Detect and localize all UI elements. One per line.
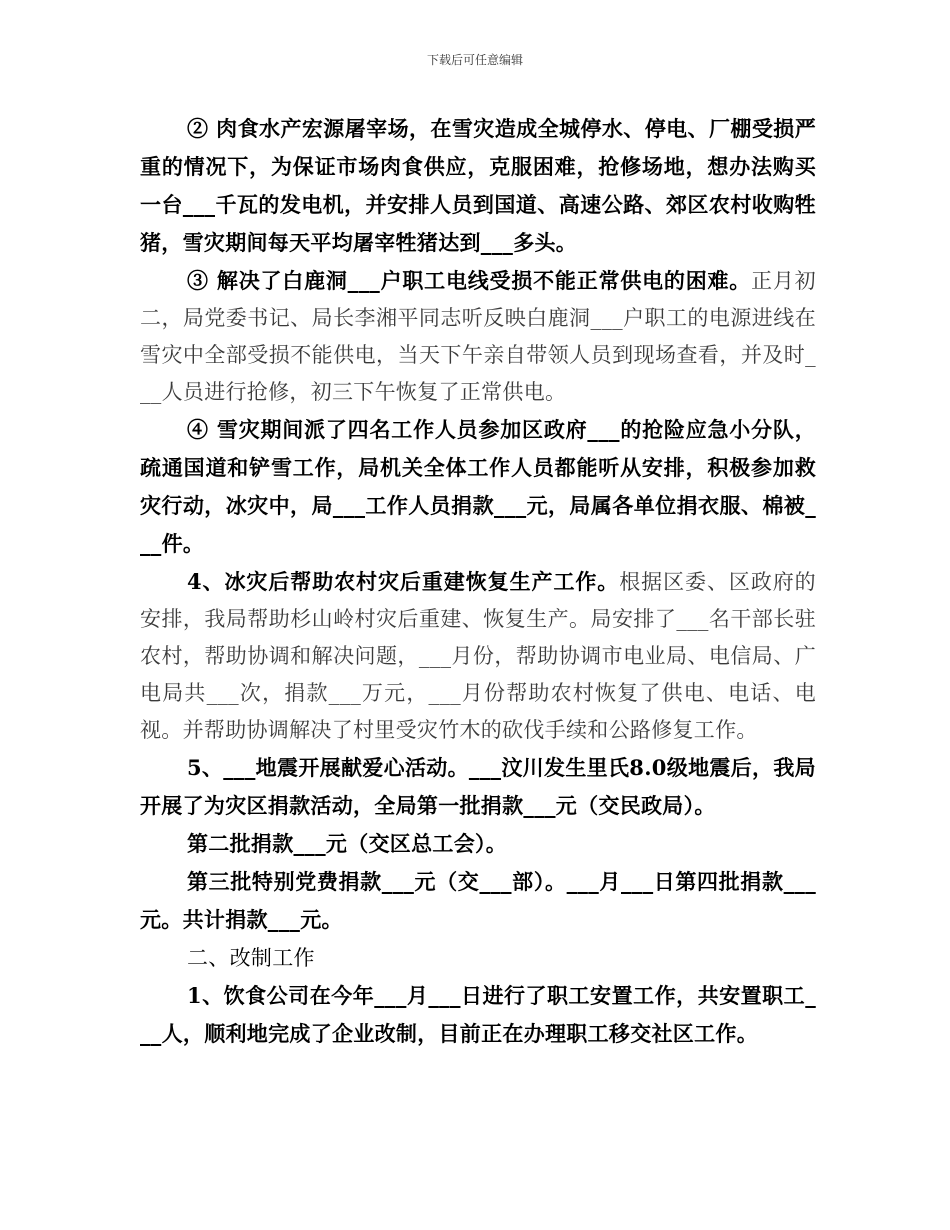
paragraph-2-bold: ③ 解决了白鹿洞___户职工电线受损不能正常供电的困难。 bbox=[187, 268, 752, 293]
paragraph-4 bbox=[140, 563, 816, 749]
paragraph-2-text: 正月初二，局党委书记、局长李湘平同志听反映白鹿洞___户职工的电源进线在雪灾中全部受损不能供电，当天下午亲自带领人员到现场查看，并及时___人员进行抢修，初三下午恢复了正常供电。 bbox=[140, 269, 816, 404]
section-heading-text: 二、改制工作 bbox=[187, 946, 315, 970]
paragraph-5-bold: 5、___地震开展献爱心活动。___汶川发生里氏8.0级地震后，我局开展了为灾区捐款活动，全局第一批捐款___元（交民政局）。 bbox=[140, 755, 816, 818]
paragraph-4-bold: 4、冰灾后帮助农村灾后重建恢复生产工作。 bbox=[187, 569, 620, 594]
paragraph-6 bbox=[140, 825, 816, 863]
paragraph-4-text: 根据区委、区政府的安排，我局帮助杉山岭村灾后重建、恢复生产。局安排了___名干部长驻农村，帮助协调和解决问题，___月份，帮助协调市电业局、电信局、广电局共___次，捐款___万元，___月份帮助农村恢复了供电、电话、电视。并帮助协调解决了村里受灾竹木的砍伐手续和公路修复工作。 bbox=[140, 570, 816, 742]
paragraph-3 bbox=[140, 411, 816, 563]
paragraph-6-bold: 第二批捐款___元（交区总工会）。 bbox=[187, 831, 508, 856]
paragraph-7-bold: 第三批特别党费捐款___元（交___部）。___月___日第四批捐款___元。共计捐款___元。 bbox=[140, 869, 816, 932]
paragraph-9-bold: 1、饮食公司在今年___月___日进行了职工安置工作，共安置职工___人，顺利地完成了企业改制，目前正在办理职工移交社区工作。 bbox=[140, 983, 816, 1046]
paragraph-2 bbox=[140, 262, 816, 411]
paragraph-3-bold: ④ 雪灾期间派了四名工作人员参加区政府___的抢险应急小分队，疏通国道和铲雪工作，局机关全体工作人员都能听从安排，积极参加救灾行动，冰灾中，局___工作人员捐款___元，局属各单位捐衣服、棉被___件。 bbox=[140, 417, 816, 556]
paragraph-1-bold: ② 肉食水产宏源屠宰场，在雪灾造成全城停水、停电、厂棚受损严重的情况下，为保证市场肉食供应，克服困难，抢修场地，想办法购买一台___千瓦的发电机，并安排人员到国道、高速公路、郊区农村收购牲猪，雪灾期间每天平均屠宰牲猪达到___多头。 bbox=[140, 116, 816, 255]
section-heading bbox=[140, 939, 816, 977]
paragraph-9 bbox=[140, 977, 816, 1053]
paragraph-7 bbox=[140, 863, 816, 939]
page-header: 下载后可任意编辑 bbox=[426, 53, 523, 67]
paragraph-1 bbox=[140, 110, 816, 262]
document-body bbox=[140, 110, 816, 1053]
paragraph-5 bbox=[140, 749, 816, 825]
